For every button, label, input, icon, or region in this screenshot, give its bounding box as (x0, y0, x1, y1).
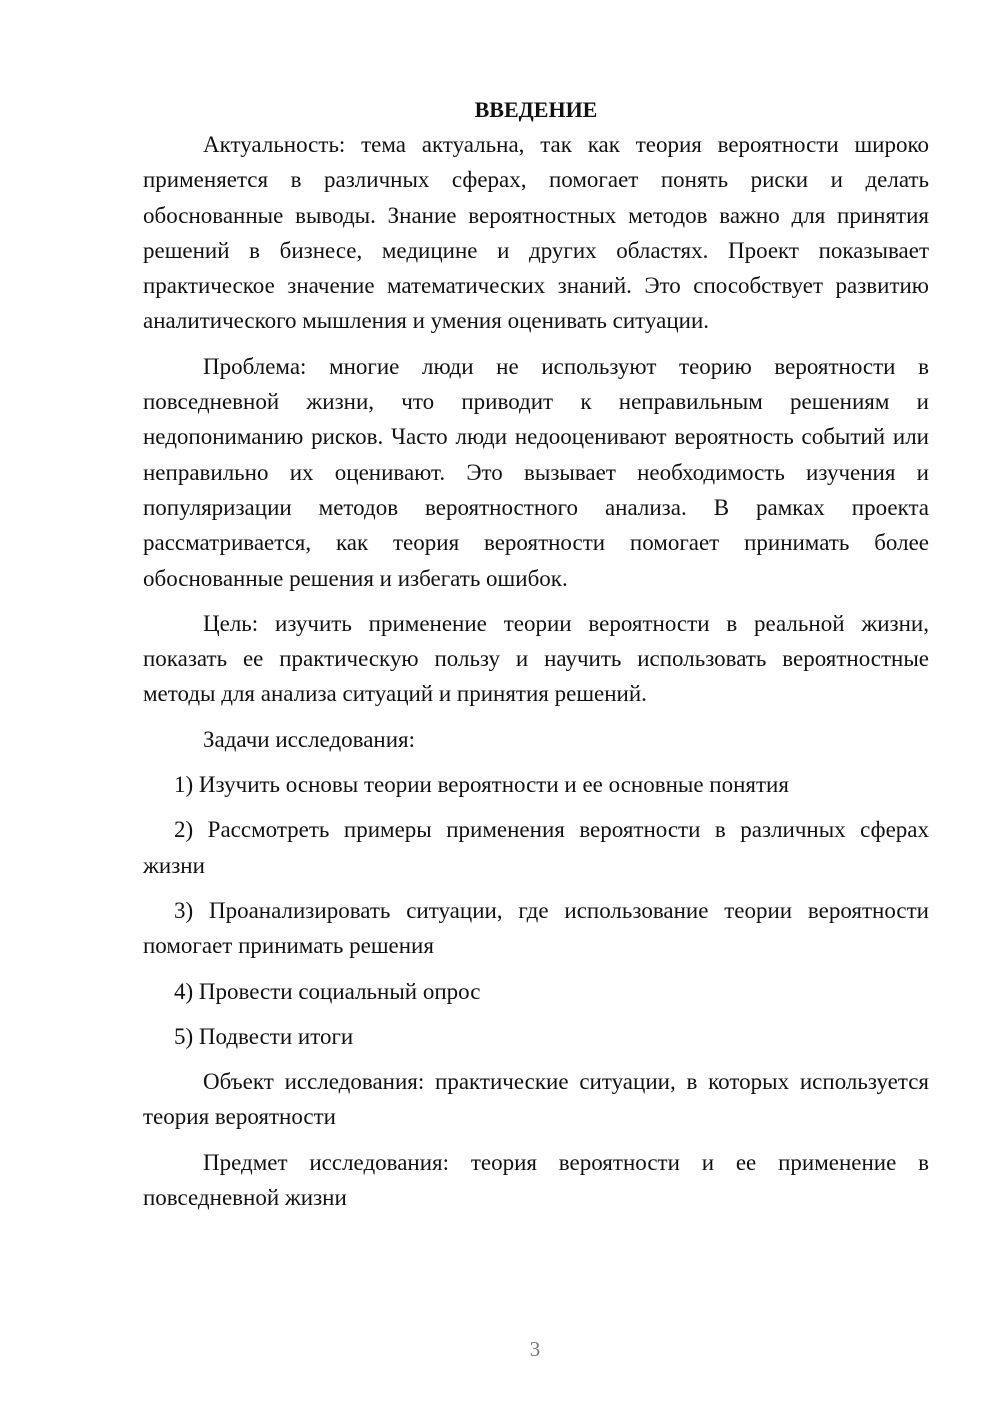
task-item-3: 3) Проанализировать ситуации, где использование теории вероятности помогает принимать решения (143, 897, 929, 959)
task-item-2: 2) Рассмотреть примеры применения вероятности в различных сферах жизни (143, 817, 929, 878)
page-content (143, 92, 929, 1225)
task-item-1: 1) Изучить основы теории вероятности и ее основные понятия (174, 772, 789, 798)
tasks-heading: Задачи исследования: (203, 726, 416, 752)
paragraph-relevance: Актуальность: тема актуальна, так как теория вероятности широко применяется в различных сферах, помогает понять риски и делать обоснованные выводы. Знание вероятностных методов важно для принятия решений в бизнесе, медицине и других областях. Проект показывает практическое значение математических знаний. Это способствует развитию аналитического мышления и умения оценивать ситуации. (143, 132, 929, 334)
paragraph-problem: Проблема: многие люди не используют теорию вероятности в повседневной жизни, что приводит к неправильным решениям и недопониманию рисков. Часто люди недооценивают вероятность событий или неправильно их оценивают. Это вызывает необходимость изучения и популяризации методов вероятностного анализа. В рамках проекта рассматривается, как теория вероятности помогает принимать более обоснованные решения и избегать ошибок. (143, 353, 929, 591)
task-item-4: 4) Провести социальный опрос (174, 978, 481, 1004)
task-item-5: 5) Подвести итоги (174, 1023, 354, 1049)
paragraph-goal: Цель: изучить применение теории вероятности в реальной жизни, показать ее практическую пользу и научить использовать вероятностные методы для анализа ситуаций и принятия решений. (143, 610, 929, 707)
paragraph-subject: Предмет исследования: теория вероятности и ее применение в повседневной жизни (143, 1149, 929, 1211)
paragraph-object: Объект исследования: практические ситуации, в которых используется теория вероятности (143, 1069, 929, 1130)
page-number: 3 (529, 1337, 541, 1361)
section-title: ВВЕДЕНИЕ (474, 97, 598, 122)
